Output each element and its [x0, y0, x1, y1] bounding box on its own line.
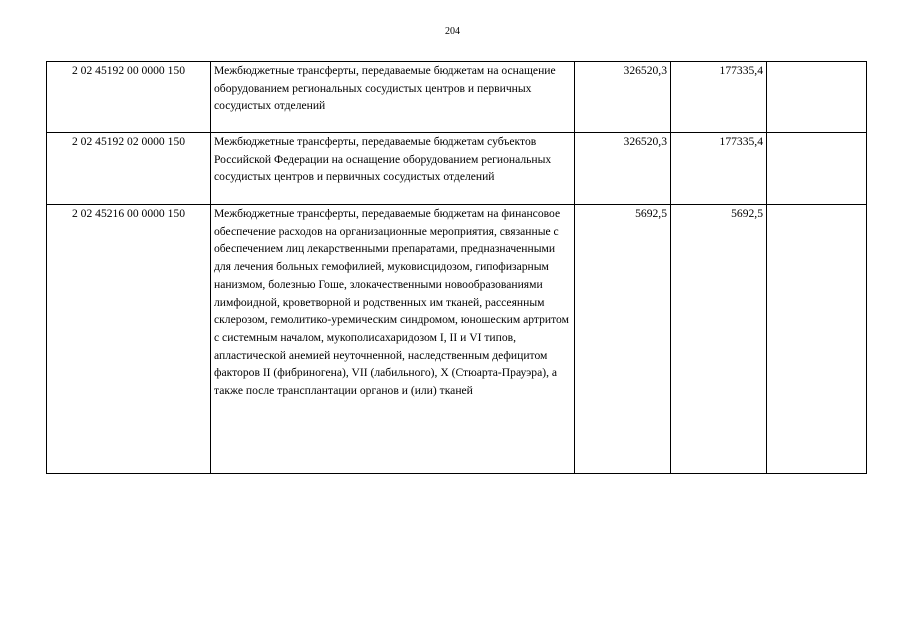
- budget-table: [46, 61, 867, 474]
- amount-cell-3: [767, 133, 867, 205]
- table-row: [47, 133, 867, 205]
- amount-cell-3: [767, 205, 867, 474]
- description-cell: Межбюджетные трансферты, передаваемые бюджетам на финансовое обеспечение расходов на организационные мероприятия, связанные с обеспечением лиц лекарственными препаратами, предназначенными для лечения больных гемофилией, муковисцидозом, гипофизарным нанизмом, болезнью Гоше, злокачественными новообразованиями лимфоидной, кроветворной и родственных им тканей, рассеянным склерозом, гемолитико-уремическим синдромом, юношеским артритом с системным началом, мукополисахаридозом I, II и VI типов, апластической анемией неуточненной, наследственным дефицитом факторов II (фибриногена), VII (лабильного), X (Стюарта-Прауэра), а также после трансплантации органов и (или) тканей: [211, 205, 575, 474]
- amount-cell-3: [767, 62, 867, 133]
- amount-cell-1: 326520,3: [575, 62, 671, 133]
- page-number: 204: [445, 26, 460, 37]
- budget-code-cell: 2 02 45192 02 0000 150: [47, 133, 211, 205]
- description-cell: Межбюджетные трансферты, передаваемые бюджетам субъектов Российской Федерации на оснащение оборудованием региональных сосудистых центров и первичных сосудистых отделений: [211, 133, 575, 205]
- amount-cell-2: 177335,4: [671, 133, 767, 205]
- amount-cell-2: 177335,4: [671, 62, 767, 133]
- description-cell: Межбюджетные трансферты, передаваемые бюджетам на оснащение оборудованием региональных сосудистых центров и первичных сосудистых отделений: [211, 62, 575, 133]
- amount-cell-1: 5692,5: [575, 205, 671, 474]
- amount-cell-2: 5692,5: [671, 205, 767, 474]
- table-row: [47, 205, 867, 474]
- table-row: [47, 62, 867, 133]
- budget-code-cell: 2 02 45192 00 0000 150: [47, 62, 211, 133]
- amount-cell-1: 326520,3: [575, 133, 671, 205]
- budget-code-cell: 2 02 45216 00 0000 150: [47, 205, 211, 474]
